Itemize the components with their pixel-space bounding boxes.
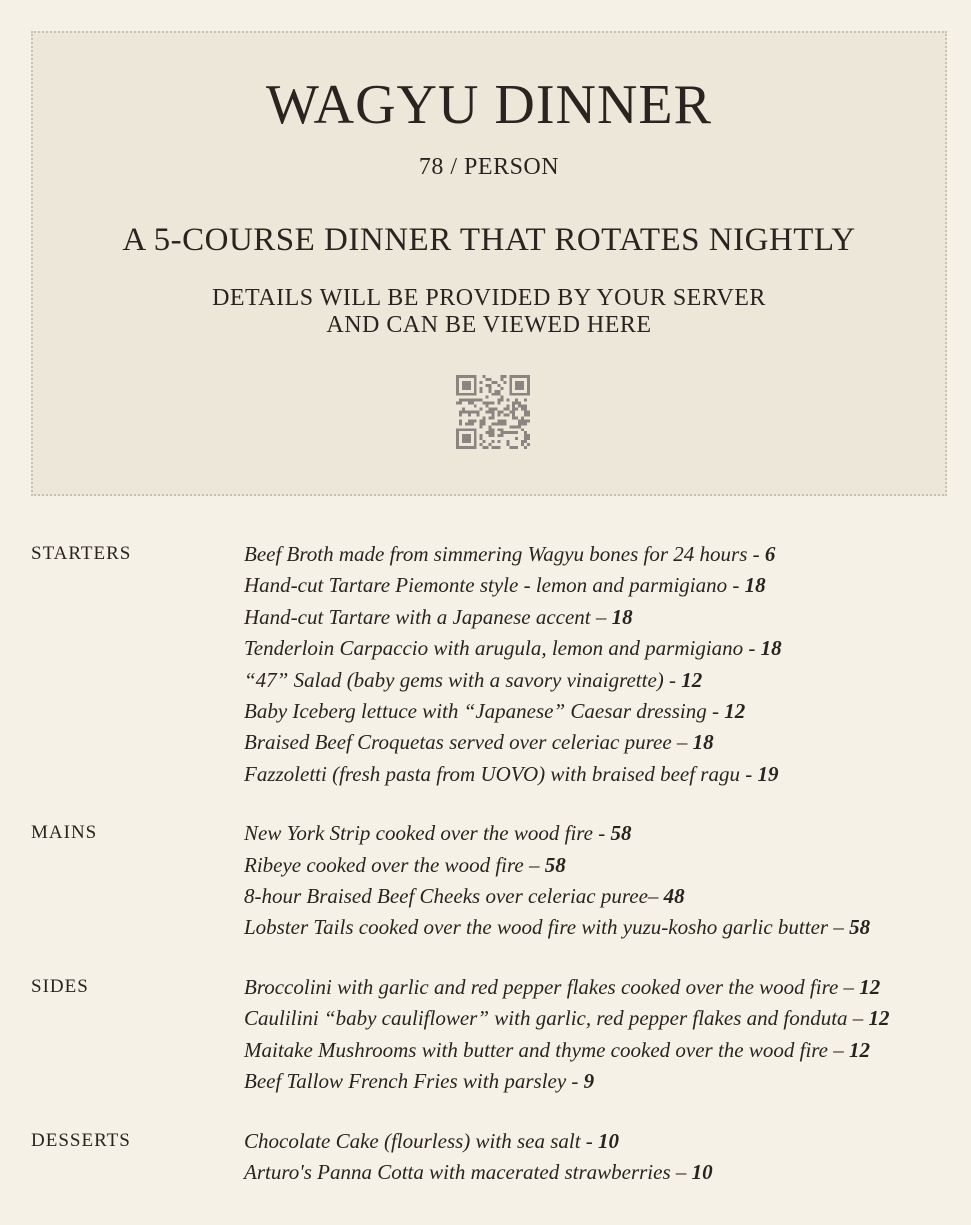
- hero-panel: [31, 31, 947, 496]
- item-text: Baby Iceberg lettuce with “Japanese” Caesar dressing -: [244, 699, 725, 724]
- item-text: Maitake Mushrooms with butter and thyme cooked over the wood fire –: [244, 1037, 850, 1062]
- hero-details-line-2: AND CAN BE VIEWED HERE: [326, 312, 652, 338]
- item-text: New York Strip cooked over the wood fire -: [244, 821, 611, 846]
- item-price: 58: [849, 915, 871, 940]
- item-price: 12: [868, 1006, 890, 1031]
- menu-item: [244, 696, 947, 727]
- menu-item: [244, 539, 947, 570]
- item-price: 12: [681, 667, 703, 692]
- item-text: Hand-cut Tartare with a Japanese accent –: [244, 604, 612, 629]
- menu-item: [244, 1157, 947, 1188]
- section-label: STARTERS: [31, 543, 132, 564]
- item-text: Beef Broth made from simmering Wagyu bones for 24 hours -: [244, 542, 765, 566]
- item-price: 10: [598, 1128, 620, 1153]
- section-items: [244, 1126, 947, 1189]
- item-text: Arturo's Panna Cotta with macerated strawberries –: [244, 1159, 692, 1184]
- menu-item: [244, 850, 947, 881]
- menu-item: [244, 633, 947, 664]
- item-text: Hand-cut Tartare Piemonte style - lemon and parmigiano -: [244, 573, 745, 598]
- hero-subtitle: A 5-COURSE DINNER THAT ROTATES NIGHTLY: [122, 222, 856, 258]
- menu-item: [244, 818, 947, 849]
- menu-section-starters: [31, 539, 947, 790]
- section-items: [244, 539, 947, 790]
- menu-item: [244, 665, 947, 696]
- item-text: 8-hour Braised Beef Cheeks over celeriac puree–: [244, 884, 664, 909]
- menu-item: [244, 1035, 947, 1066]
- menu-item: [244, 727, 947, 758]
- item-text: Caulilini “baby cauliflower” with garlic, red pepper flakes and fonduta –: [244, 1006, 869, 1031]
- item-text: Broccolini with garlic and red pepper flakes cooked over the wood fire –: [244, 974, 860, 999]
- item-price: 18: [692, 730, 714, 755]
- hero-details-line-1: DETAILS WILL BE PROVIDED BY YOUR SERVER: [212, 285, 766, 311]
- item-text: “47” Salad (baby gems with a savory vinaigrette) -: [244, 667, 682, 692]
- item-price: 6: [764, 542, 776, 566]
- hero-details: [33, 285, 945, 339]
- item-price: 12: [849, 1037, 871, 1062]
- menu-item: [244, 1003, 947, 1034]
- section-items: [244, 818, 947, 944]
- menu-item: [244, 570, 947, 601]
- menu-item: [244, 1066, 947, 1097]
- item-text: Fazzoletti (fresh pasta from UOVO) with braised beef ragu -: [244, 761, 758, 786]
- menu-item: [244, 759, 947, 790]
- item-price: 10: [691, 1159, 713, 1184]
- menu-section-desserts: [31, 1126, 947, 1189]
- menu-item: [244, 602, 947, 633]
- item-price: 18: [760, 636, 782, 661]
- section-label: DESSERTS: [31, 1129, 131, 1151]
- menu-item: [244, 912, 947, 943]
- item-price: 19: [757, 761, 779, 786]
- item-text: Tenderloin Carpaccio with arugula, lemon and parmigiano -: [244, 636, 761, 661]
- item-price: 12: [724, 699, 746, 724]
- menu-item: [244, 1126, 947, 1157]
- item-price: 12: [859, 974, 881, 999]
- item-price: 58: [544, 852, 566, 877]
- section-label: MAINS: [31, 822, 98, 844]
- page-title: WAGYU DINNER: [266, 74, 712, 136]
- hero-price: 78 / PERSON: [418, 154, 560, 180]
- item-text: Lobster Tails cooked over the wood fire with yuzu-kosho garlic butter –: [244, 915, 850, 940]
- item-price: 18: [611, 604, 633, 629]
- section-label: SIDES: [31, 975, 89, 997]
- qr-code-icon[interactable]: [456, 375, 530, 449]
- menu: [31, 539, 947, 1216]
- menu-section-sides: [31, 972, 947, 1098]
- menu-section-mains: [31, 818, 947, 944]
- item-price: 9: [583, 1069, 595, 1094]
- item-price: 18: [744, 573, 766, 598]
- item-price: 58: [610, 821, 632, 846]
- item-text: Braised Beef Croquetas served over celeriac puree –: [244, 730, 693, 755]
- section-items: [244, 972, 947, 1098]
- item-text: Ribeye cooked over the wood fire –: [244, 852, 545, 877]
- menu-item: [244, 881, 947, 912]
- menu-item: [244, 972, 947, 1003]
- item-price: 48: [663, 884, 685, 909]
- item-text: Beef Tallow French Fries with parsley -: [244, 1069, 584, 1094]
- item-text: Chocolate Cake (flourless) with sea salt -: [244, 1128, 599, 1153]
